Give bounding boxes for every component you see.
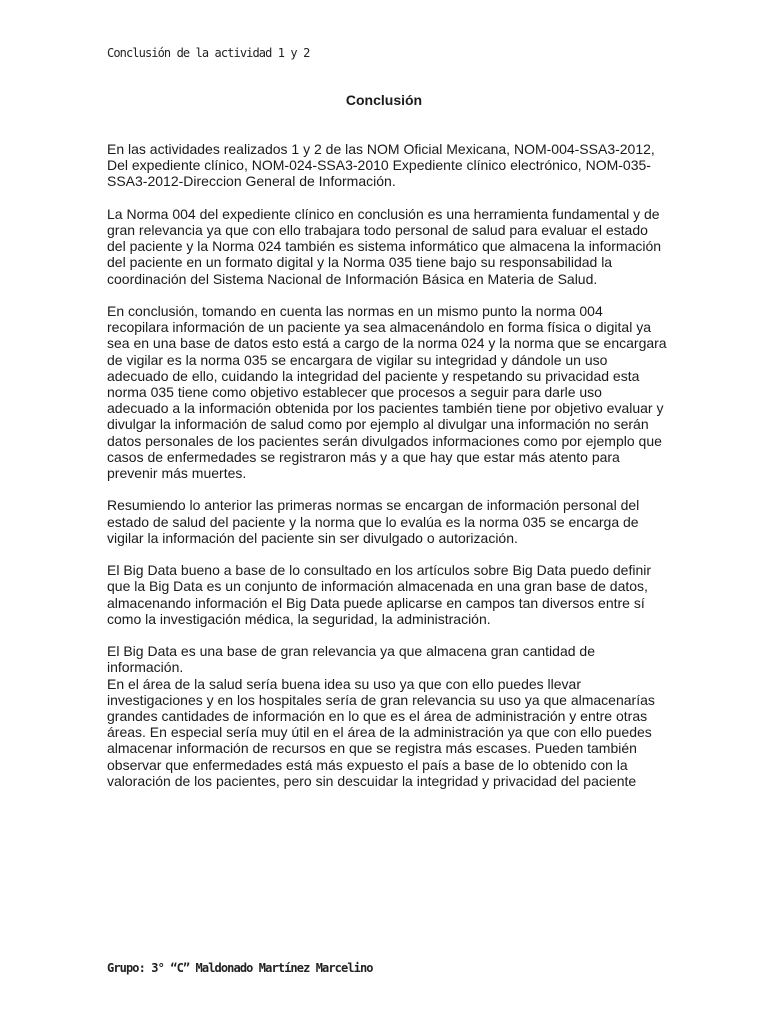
paragraph-norma-004: La Norma 004 del expediente clínico en conclusión es una herramienta fundamental y de gran relevancia ya que con ello trabajara todo personal de salud para evaluar el estado del paciente y la Norma 024 también es sistema informático que almacena la información del paciente en un formato digital y la Norma 035 tiene bajo su responsabilidad la coordinación del Sistema Nacional de Información Básica en Materia de Salud. [107, 205, 662, 287]
paragraph-health-area: En el área de la salud sería buena idea su uso ya que con ello puedes llevar investigaciones y en los hospitales sería de gran relevancia su uso ya que almacenarías grandes cantidades de información en lo que es el área de administración y entre otras áreas. En especial sería muy útil en el área de la administración ya que con ello puedes almacenar información de recursos en que se registra más escases. Pueden también observar que enfermedades está más expuesto el país a base de lo obtenido con la valoración de los pacientes, pero sin descuidar la integridad y privacidad del paciente [107, 675, 655, 789]
paragraph-big-data-relevance: El Big Data es una base de gran relevancia ya que almacena gran cantidad de información. [107, 643, 595, 676]
page-header: Conclusión de la actividad 1 y 2 [107, 46, 310, 60]
document-body [107, 141, 667, 805]
page-footer: Grupo: 3° “C” Maldonado Martínez Marcelino [107, 961, 373, 975]
paragraph-activities: En las actividades realizados 1 y 2 de las NOM Oficial Mexicana, NOM-004-SSA3-2012, Del expediente clínico, NOM-024-SSA3-2010 Expediente clínico electrónico, NOM-035-SSA3-2012-Direccion General de Información. [107, 141, 655, 190]
document-title: Conclusión [345, 92, 423, 108]
paragraph-big-data-definition: El Big Data bueno a base de lo consultado en los artículos sobre Big Data puedo definir que la Big Data es un conjunto de información almacenada en una gran base de datos, almacenando información el Big Data puede aplicarse en campos tan diversos entre sí como la investigación médica, la seguridad, la administración. [107, 562, 652, 627]
paragraph-summary: Resumiendo lo anterior las primeras normas se encargan de información personal del estado de salud del paciente y la norma que lo evalúa es la norma 035 se encarga de vigilar la información del paciente sin ser divulgado o autorización. [107, 497, 640, 546]
paragraph-conclusion-norms: En conclusión, tomando en cuenta las normas en un mismo punto la norma 004 recopilara información de un paciente ya sea almacenándolo en forma física o digital ya sea en una base de datos esto está a cargo de la norma 024 y la norma que se encargara de vigilar es la norma 035 se encargara de vigilar su integridad y dándole un uso adecuado de ello, cuidando la integridad del paciente y respetando su privacidad esta norma 035 tiene como objetivo establecer que procesos a seguir para darle uso adecuado a la información obtenida por los pacientes también tiene por objetivo evaluar y divulgar la información de salud como por ejemplo al divulgar una información no serán datos personales de los pacientes serán divulgados informaciones como por ejemplo que casos de enfermedades se registraron más y a que hay que estar más atento para prevenir más muertes. [107, 303, 667, 482]
